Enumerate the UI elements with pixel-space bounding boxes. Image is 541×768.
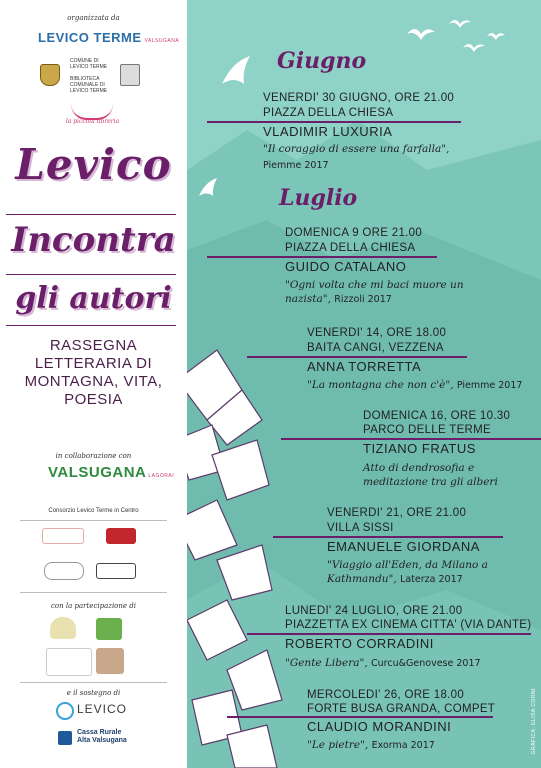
publisher: Piemme 2017 [456, 380, 523, 391]
event-date: DOMENICA 9 ORE 21.00 [285, 227, 423, 239]
biblioteca-label [70, 76, 107, 94]
participant-logo [96, 648, 124, 674]
sponsor-logo [96, 563, 136, 579]
subtitle-line: MONTAGNA, VITA, [24, 373, 163, 390]
book-title: "Viaggio all'Eden, da Milano a Kathmandu", [327, 559, 488, 585]
divider [20, 682, 167, 683]
title-rule [6, 214, 176, 215]
event-date: VENERDI' 14, ORE 18.00 [307, 327, 447, 339]
event-divider [247, 633, 531, 635]
event-divider [273, 536, 503, 538]
subtitle [0, 337, 187, 409]
biblioteca-line-3: LEVICO TERME [70, 88, 108, 94]
levico-support-text: LEVICO [77, 702, 128, 716]
event-place: PIAZZETTA EX CINEMA CITTA' (VIA DANTE) [285, 619, 532, 631]
levico-terme-sub: VALSUGANA [144, 38, 180, 44]
title-rule [6, 274, 176, 275]
event-book [263, 142, 493, 156]
event-author: ROBERTO CORRADINI [285, 636, 434, 651]
title-rule [6, 325, 176, 326]
cassa-rurale-icon [58, 731, 72, 745]
event-place: BAITA CANGI, VEZZENA [307, 342, 444, 354]
collab-label: in collaborazione con [55, 452, 132, 460]
levico-terme-text: LEVICO TERME [38, 30, 142, 45]
event-place: VILLA SISSI [327, 522, 394, 534]
cassa-rurale-text [77, 729, 127, 745]
valsugana-sub: LAGORAI [148, 473, 175, 479]
event-author: TIZIANO FRATUS [363, 441, 476, 456]
event-divider [207, 256, 437, 258]
cassa-rurale-logo [58, 729, 158, 751]
publisher: Piemme 2017 [263, 160, 329, 171]
publisher: Rizzoli 2017 [334, 294, 392, 305]
organizer-label: organizzata da [67, 14, 120, 22]
event-divider [207, 121, 461, 123]
subtitle-line: RASSEGNA [49, 337, 138, 354]
event-divider [281, 438, 541, 440]
publisher: Exorma 2017 [371, 740, 435, 751]
event-date: VENERDI' 30 GIUGNO, ORE 21.00 [263, 92, 455, 104]
month-june: Giugno [277, 48, 367, 74]
comune-line-2: LEVICO TERME [70, 64, 108, 70]
piccola-libreria-logo [55, 104, 130, 128]
title-line-3: gli autori [15, 281, 172, 316]
subtitle-line: POESIA [64, 391, 123, 408]
book-title: "Il coraggio di essere una farfalla", [263, 143, 450, 155]
support-label: e il sostegno di [66, 689, 121, 697]
event-book [285, 278, 475, 307]
right-column [187, 0, 541, 768]
biblioteca-line-1: BIBLIOTECA [70, 76, 100, 82]
left-column [0, 0, 187, 768]
month-july: Luglio [279, 185, 358, 211]
book-title: "Ogni volta che mi baci muore un nazista", [285, 279, 464, 305]
event-book [327, 558, 517, 587]
sponsor-logo [42, 528, 84, 544]
event-date: VENERDI' 21, ORE 21.00 [327, 507, 467, 519]
publisher: Curcu&Genovese 2017 [371, 658, 481, 669]
piccola-libreria-label: la piccola libreria [65, 118, 120, 125]
cassa-rurale-line-2: Alta Valsugana [77, 737, 127, 744]
event-divider [227, 716, 493, 718]
comune-line-1: COMUNE DI [70, 58, 99, 64]
event-date: MERCOLEDI' 26, ORE 18.00 [307, 689, 465, 701]
design-credit: GRAFICA: ELISA CORNI [531, 688, 537, 755]
event-author: GUIDO CATALANO [285, 259, 407, 274]
book-title: "La montagna che non c'è", [307, 379, 454, 391]
title-line-2: Incontra [11, 220, 176, 260]
levico-terme-logo [38, 30, 179, 45]
event-author: CLAUDIO MORANDINI [307, 719, 452, 734]
book-title: "Gente Libera", [285, 657, 368, 669]
comune-crest-icon [40, 64, 60, 86]
consorzio-label: Consorzio Levico Terme in Centro [48, 508, 139, 514]
cassa-rurale-line-1: Cassa Rurale [77, 729, 122, 736]
title-line-1: Levico [15, 140, 172, 189]
comune-logos [38, 56, 148, 96]
event-author: EMANUELE GIORDANA [327, 539, 480, 554]
event-place: FORTE BUSA GRANDA, COMPET [307, 703, 496, 715]
valsugana-logo [48, 464, 174, 481]
divider [20, 592, 167, 593]
sponsor-logo [44, 562, 84, 580]
event-divider [247, 356, 467, 358]
levico-support-logo [56, 700, 136, 722]
divider [20, 520, 167, 521]
event-place: PARCO DELLE TERME [363, 424, 492, 436]
book-title: "Le pietre", [307, 739, 369, 751]
subtitle-line: LETTERARIA DI [34, 355, 153, 372]
participant-logo [50, 617, 76, 639]
comune-label [70, 58, 107, 70]
participation-label: con la partecipazione di [50, 602, 136, 610]
event-date: LUNEDI' 24 LUGLIO, ORE 21.00 [285, 605, 463, 617]
event-book [307, 378, 539, 393]
publisher: Laterza 2017 [400, 574, 463, 585]
event-place: PIAZZA DELLA CHIESA [263, 107, 394, 119]
event-book [285, 656, 525, 671]
valsugana-text: VALSUGANA [48, 464, 147, 481]
circle-icon [56, 702, 74, 720]
participant-logo [46, 648, 92, 676]
biblioteca-line-2: COMUNALE DI [70, 82, 105, 88]
participant-logo [96, 618, 122, 640]
event-author: ANNA TORRETTA [307, 359, 422, 374]
event-book [307, 738, 517, 753]
event-author: VLADIMIR LUXURIA [263, 124, 393, 139]
biblioteca-logo-icon [120, 64, 140, 86]
event-place: PIAZZA DELLA CHIESA [285, 242, 416, 254]
event-book: Atto di dendrosofia e meditazione tra gli alberi [363, 462, 498, 488]
sponsor-logo [106, 528, 136, 544]
event-date: DOMENICA 16, ORE 10.30 [363, 410, 511, 422]
event-publisher [263, 158, 329, 173]
